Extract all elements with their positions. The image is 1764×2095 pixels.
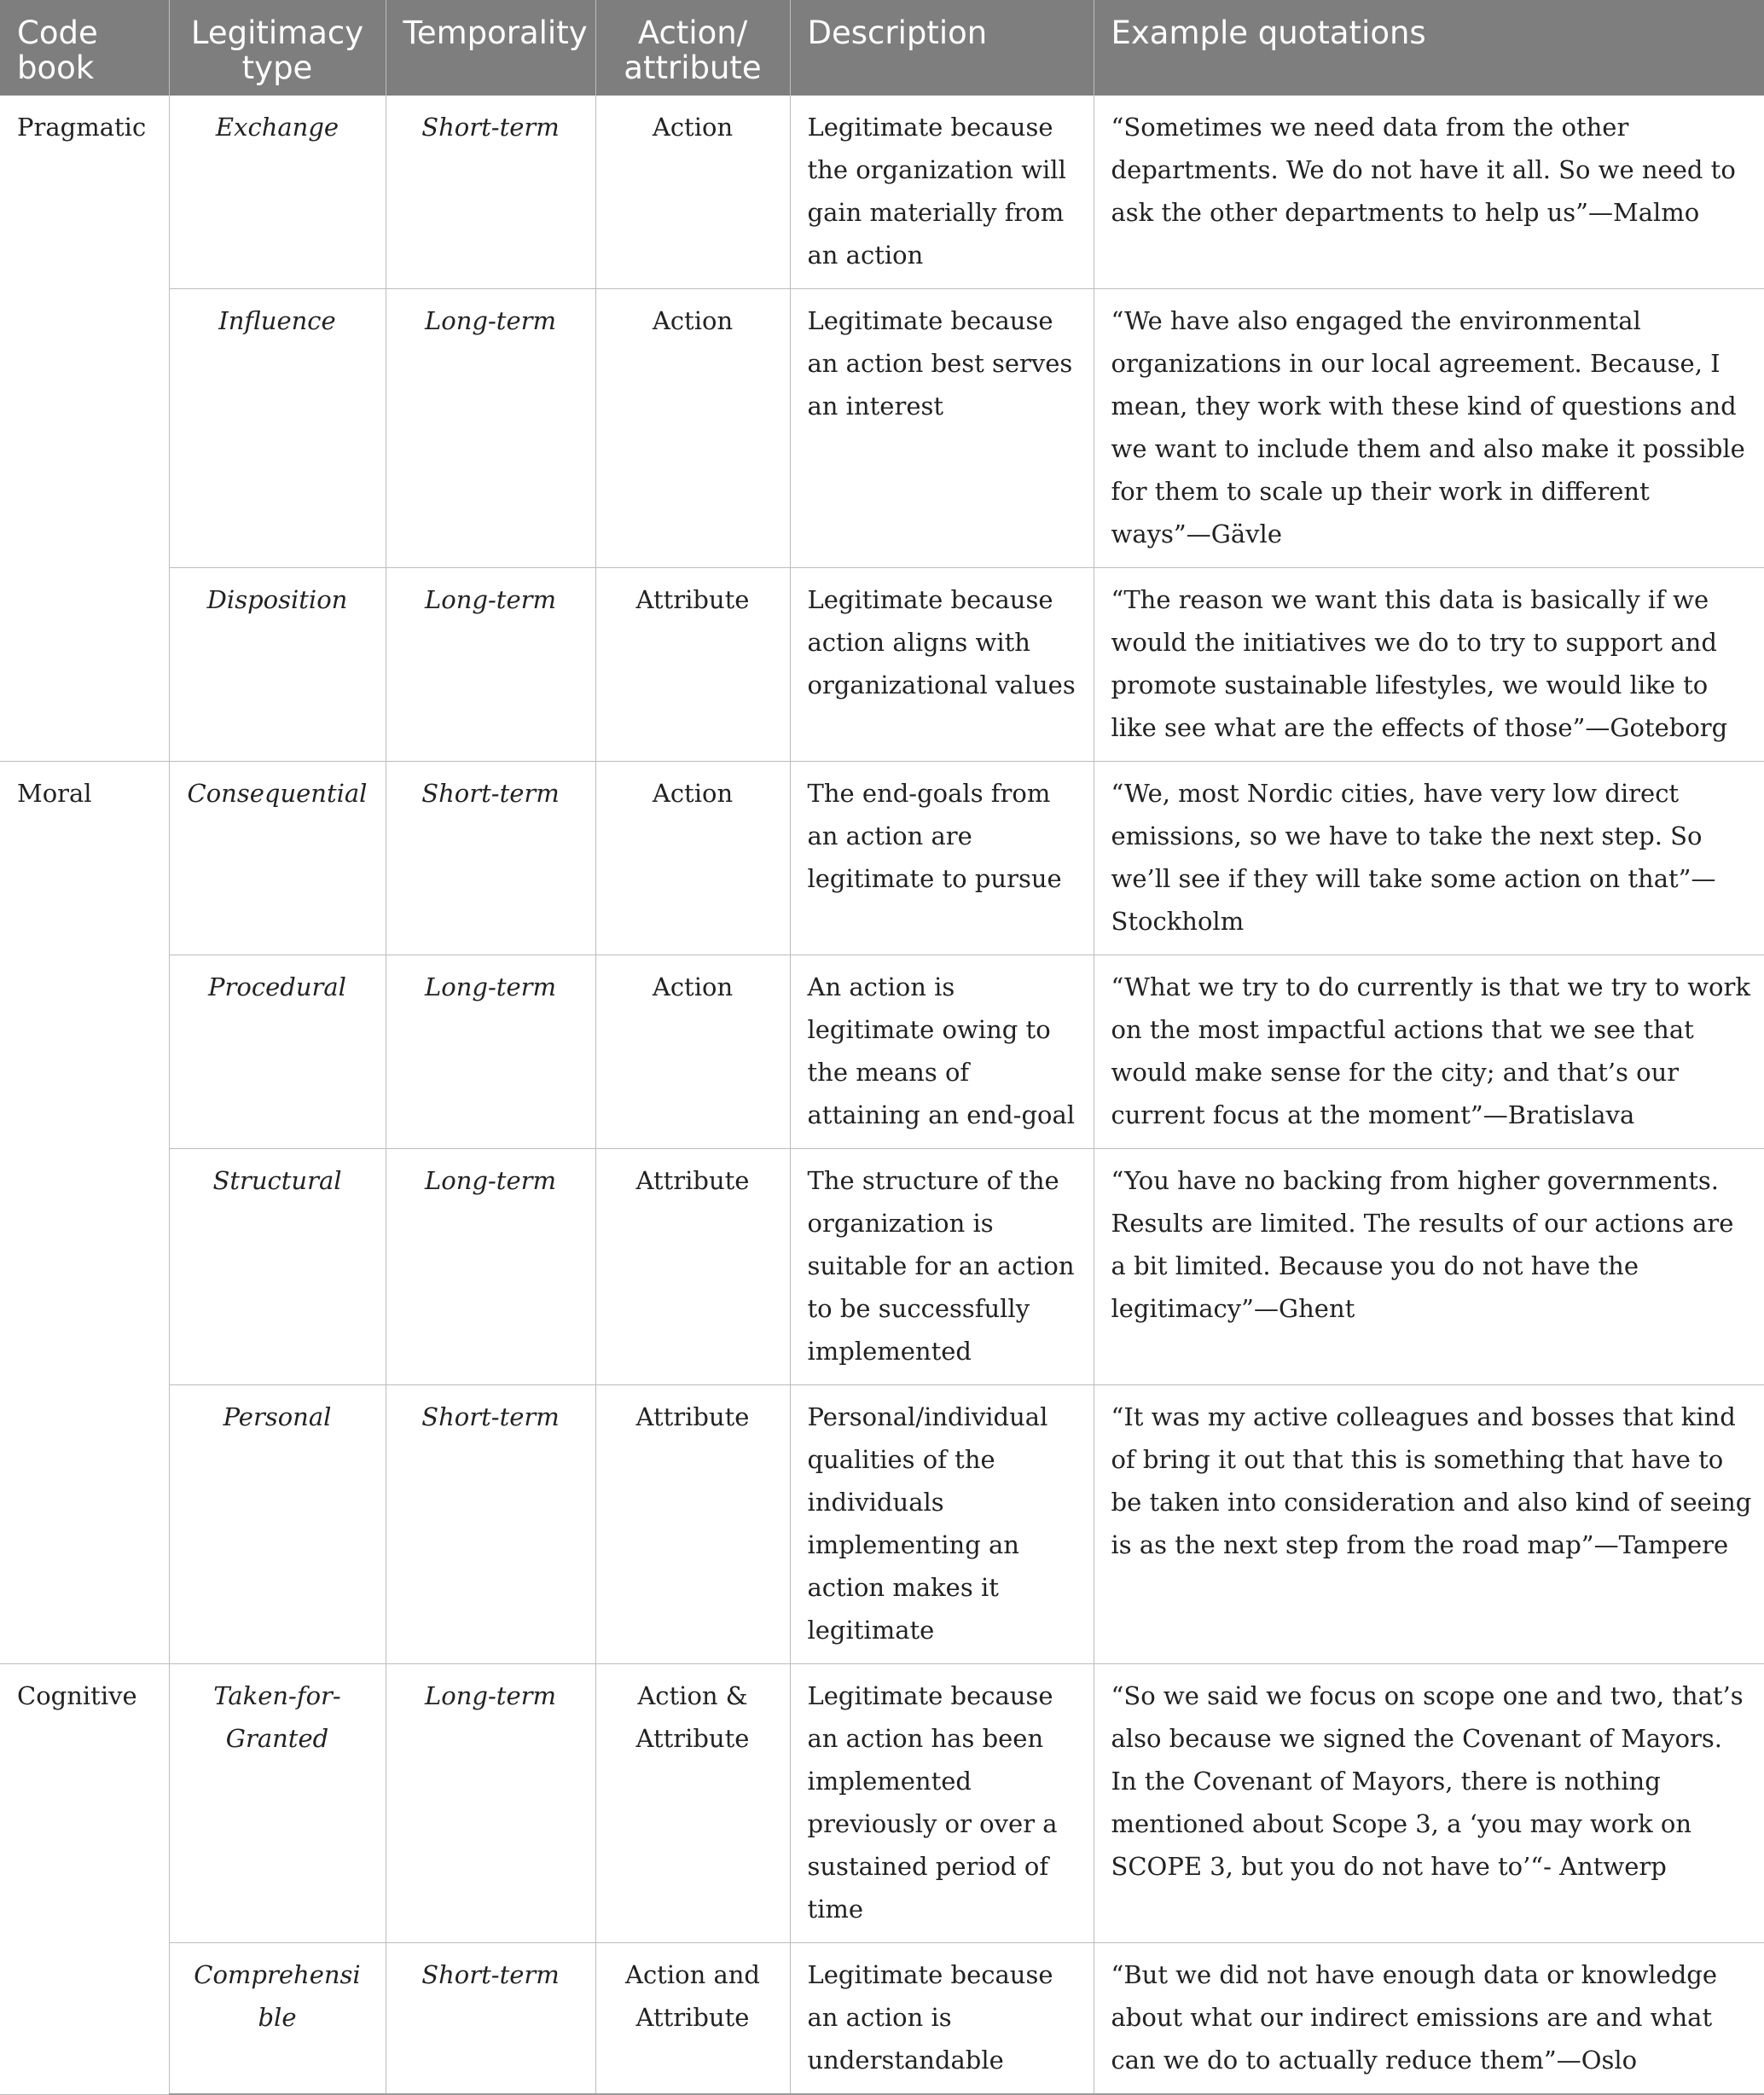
quotation-cell: “We, most Nordic cities, have very low direct emissions, so we have to take the next step. So we’ll see if they will take some action on that”—Stockholm <box>1094 762 1764 955</box>
legitimacy-type-cell: Personal <box>169 1385 386 1664</box>
table-row <box>0 1664 1764 1943</box>
description-cell: Legitimate because an action best serves an interest <box>790 289 1094 568</box>
quotation-cell: “It was my active colleagues and bosses that kind of bring it out that this is something that have to be taken into consideration and also kind of seeing is as the next step from the road map”—Tampere <box>1094 1385 1764 1664</box>
legitimacy-type-cell: Structural <box>169 1149 386 1385</box>
legitimacy-type-cell: Consequential <box>169 762 386 955</box>
legitimacy-type-cell: Disposition <box>169 568 386 762</box>
action-attribute-cell: Action <box>595 289 790 568</box>
header-description: Description <box>790 0 1094 96</box>
legitimacy-type-cell: Procedural <box>169 955 386 1149</box>
header-legitimacy-type: Legitimacy type <box>169 0 386 96</box>
quotation-cell: “The reason we want this data is basically if we would the initiatives we do to try to support and promote sustainable lifestyles, we would like to like see what are the effects of those”—Goteborg <box>1094 568 1764 762</box>
description-cell: Personal/individual qualities of the individuals implementing an action makes it legitimate <box>790 1385 1094 1664</box>
description-cell: The end-goals from an action are legitimate to pursue <box>790 762 1094 955</box>
table-row <box>0 96 1764 289</box>
quotation-cell: “What we try to do currently is that we try to work on the most impactful actions that we see that would make sense for the city; and that’s our current focus at the moment”—Bratislava <box>1094 955 1764 1149</box>
description-cell: Legitimate because action aligns with organizational values <box>790 568 1094 762</box>
header-temporality: Temporality <box>386 0 595 96</box>
table-row <box>0 1385 1764 1664</box>
quotation-cell: “But we did not have enough data or knowledge about what our indirect emissions are and what can we do to actually reduce them”—Oslo <box>1094 1943 1764 2095</box>
code-book-cell: Moral <box>0 762 169 1664</box>
action-attribute-cell: Attribute <box>595 1149 790 1385</box>
action-attribute-cell: Attribute <box>595 568 790 762</box>
table-row <box>0 568 1764 762</box>
table-row <box>0 762 1764 955</box>
temporality-cell: Short-term <box>386 96 595 289</box>
temporality-cell: Short-term <box>386 1943 595 2095</box>
legitimacy-type-cell: Influence <box>169 289 386 568</box>
table-body <box>0 96 1764 2094</box>
action-attribute-cell: Action <box>595 96 790 289</box>
temporality-cell: Short-term <box>386 1385 595 1664</box>
action-attribute-cell: Action and Attribute <box>595 1943 790 2095</box>
action-attribute-cell: Attribute <box>595 1385 790 1664</box>
header-row <box>0 0 1764 96</box>
action-attribute-cell: Action <box>595 762 790 955</box>
temporality-cell: Short-term <box>386 762 595 955</box>
header-action-attribute: Action/ attribute <box>595 0 790 96</box>
table-row <box>0 289 1764 568</box>
quotation-cell: “So we said we focus on scope one and two, that’s also because we signed the Covenant of Mayors. In the Covenant of Mayors, there is nothing mentioned about Scope 3, a ‘you may work on SCOPE 3, but you do not have to’“- Antwerp <box>1094 1664 1764 1943</box>
quotation-cell: “You have no backing from higher governments. Results are limited. The results of our actions are a bit limited. Because you do not have the legitimacy”—Ghent <box>1094 1149 1764 1385</box>
code-book-cell: Cognitive <box>0 1664 169 2095</box>
description-cell: An action is legitimate owing to the means of attaining an end-goal <box>790 955 1094 1149</box>
header-example-quotations: Example quotations <box>1094 0 1764 96</box>
quotation-cell: “We have also engaged the environmental organizations in our local agreement. Because, I mean, they work with these kind of questions and we want to include them and also make it possible for them to scale up their work in different ways”—Gävle <box>1094 289 1764 568</box>
legitimacy-type-cell: Comprehensible <box>169 1943 386 2095</box>
action-attribute-cell: Action & Attribute <box>595 1664 790 1943</box>
temporality-cell: Long-term <box>386 289 595 568</box>
description-cell: Legitimate because an action has been implemented previously or over a sustained period of time <box>790 1664 1094 1943</box>
table-header <box>0 0 1764 96</box>
temporality-cell: Long-term <box>386 568 595 762</box>
table-row <box>0 1149 1764 1385</box>
action-attribute-cell: Action <box>595 955 790 1149</box>
table-row <box>0 955 1764 1149</box>
temporality-cell: Long-term <box>386 1664 595 1943</box>
code-book-cell: Pragmatic <box>0 96 169 762</box>
description-cell: Legitimate because the organization will gain materially from an action <box>790 96 1094 289</box>
header-code-book: Code book <box>0 0 169 96</box>
legitimacy-type-cell: Taken-for-Granted <box>169 1664 386 1943</box>
description-cell: Legitimate because an action is understandable <box>790 1943 1094 2095</box>
description-cell: The structure of the organization is suitable for an action to be successfully implemented <box>790 1149 1094 1385</box>
temporality-cell: Long-term <box>386 1149 595 1385</box>
quotation-cell: “Sometimes we need data from the other departments. We do not have it all. So we need to ask the other departments to help us”—Malmo <box>1094 96 1764 289</box>
table-row <box>0 1943 1764 2095</box>
temporality-cell: Long-term <box>386 955 595 1149</box>
legitimacy-type-cell: Exchange <box>169 96 386 289</box>
